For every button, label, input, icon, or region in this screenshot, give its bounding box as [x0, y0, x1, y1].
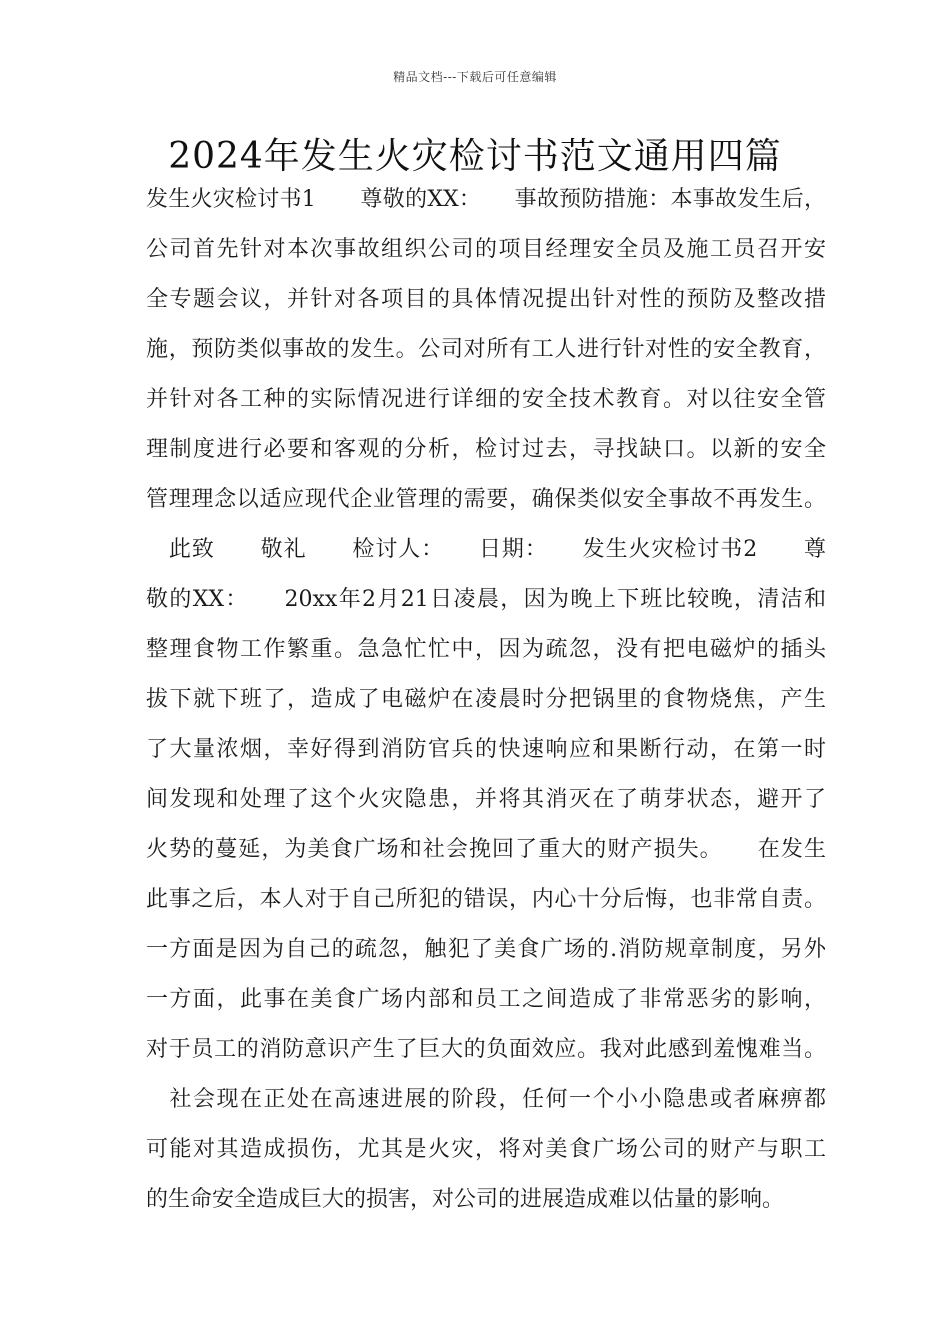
body-line: 管理理念以适应现代企业管理的需要，确保类似安全事故不再发生。	[146, 487, 826, 512]
body-line: 火势的蔓延，为美食广场和社会挽回了重大的财产损失。 在发生	[146, 837, 826, 862]
body-line: 此致 敬礼 检讨人： 日期： 发生火灾检讨书2 尊	[146, 537, 826, 562]
body-line: 间发现和处理了这个火灾隐患，并将其消灭在了萌芽状态，避开了	[146, 787, 826, 812]
body-line: 敬的XX： 20xx年2月21日凌晨，因为晚上下班比较晚，清洁和	[146, 587, 826, 612]
body-line: 对于员工的消防意识产生了巨大的负面效应。我对此感到羞愧难当。	[146, 1037, 826, 1062]
body-line: 可能对其造成损伤，尤其是火灾，将对美食广场公司的财产与职工	[146, 1137, 826, 1162]
body-line: 了大量浓烟，幸好得到消防官兵的快速响应和果断行动，在第一时	[146, 737, 826, 762]
document-body	[146, 178, 826, 1228]
body-line: 社会现在正处在高速进展的阶段，任何一个小小隐患或者麻痹都	[146, 1087, 826, 1112]
body-line: 理制度进行必要和客观的分析，检讨过去，寻找缺口。以新的安全	[146, 437, 826, 462]
body-line: 一方面是因为自己的疏忽，触犯了美食广场的.消防规章制度，另外	[146, 937, 826, 962]
body-line: 发生火灾检讨书1 尊敬的XX： 事故预防措施：本事故发生后，	[146, 187, 826, 212]
body-line: 并针对各工种的实际情况进行详细的安全技术教育。对以往安全管	[146, 387, 826, 412]
document-title: 2024年发生火灾检讨书范文通用四篇	[168, 136, 782, 177]
body-line: 施，预防类似事故的发生。公司对所有工人进行针对性的安全教育，	[146, 337, 826, 362]
body-line: 公司首先针对本次事故组织公司的项目经理安全员及施工员召开安	[146, 237, 826, 262]
body-line: 的生命安全造成巨大的损害，对公司的进展造成难以估量的影响。	[146, 1187, 785, 1212]
body-line: 整理食物工作繁重。急急忙忙中，因为疏忽，没有把电磁炉的插头	[146, 637, 826, 662]
header-note: 精品文档---下载后可任意编辑	[393, 70, 557, 84]
body-line: 一方面，此事在美食广场内部和员工之间造成了非常恶劣的影响，	[146, 987, 826, 1012]
body-line: 拔下就下班了，造成了电磁炉在凌晨时分把锅里的食物烧焦，产生	[146, 687, 826, 712]
body-line: 此事之后，本人对于自己所犯的错误，内心十分后悔，也非常自责。	[146, 887, 826, 912]
body-line: 全专题会议，并针对各项目的具体情况提出针对性的预防及整改措	[146, 287, 826, 312]
